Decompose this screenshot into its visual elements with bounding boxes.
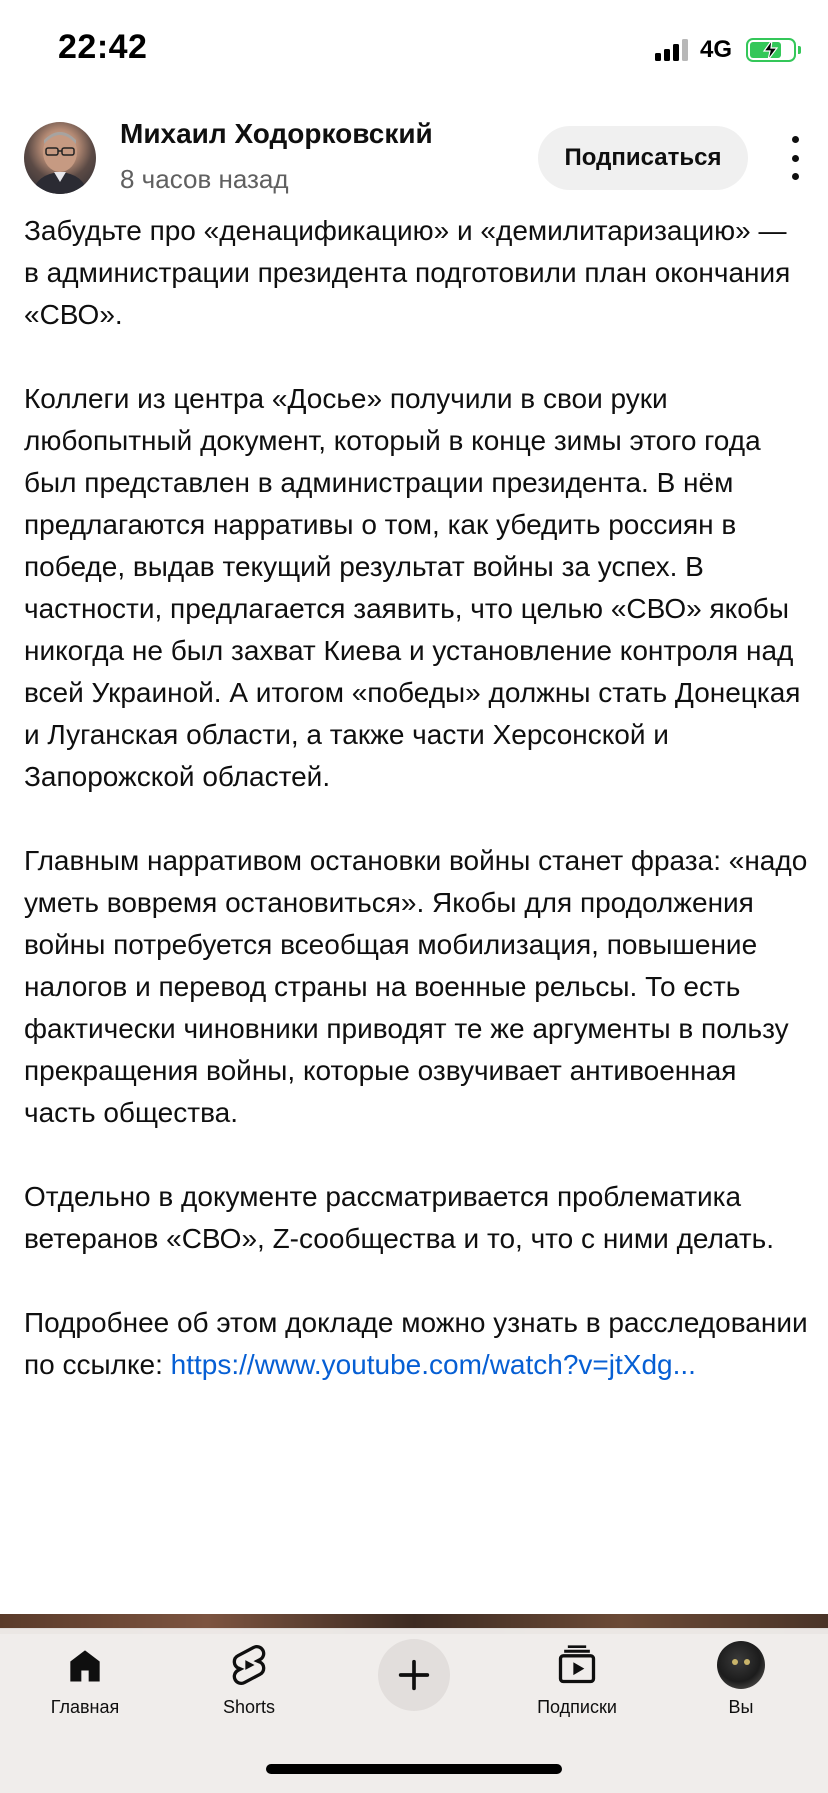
post-paragraph: Отдельно в документе рассматривается проблематика ветеранов «СВО», Z-сообщества и то, что с ними делать. [24,1181,775,1254]
status-bar [0,0,828,100]
subscriptions-icon [553,1641,601,1689]
nav-label: Подписки [537,1697,617,1717]
avatar [717,1641,765,1689]
battery-icon [746,38,796,62]
nav-label: Shorts [222,1697,276,1717]
post-paragraph-text: Подробнее об этом докладе можно узнать в расследовании по ссылке: [24,1307,808,1380]
plus-icon [394,1655,434,1695]
channel-avatar[interactable] [24,122,96,194]
nav-label: Главная [50,1697,120,1717]
shorts-icon [225,1641,273,1689]
author-name[interactable]: Михаил Ходорковский [120,118,433,149]
nav-label: Вы [728,1697,754,1717]
home-indicator[interactable] [266,1764,562,1774]
subscribe-button[interactable]: Подписаться [538,126,748,190]
nav-you[interactable] [666,1641,816,1718]
network-label: 4G [699,36,732,63]
nav-shorts[interactable] [174,1641,324,1718]
post-time: 8 часов назад [120,164,289,194]
status-indicators [655,36,796,64]
more-options-icon[interactable] [780,136,810,180]
post-paragraph: Коллеги из центра «Досье» получили в свои руки любопытный документ, который в конце зимы этого года был представлен в администрации президента. В нём предлагаются нарративы о том, как убедить россиян в победе, выдав текущий результат войны за успех. В частности, предлагается заявить, что целью «СВО» якобы никогда не был захват Киева и установление контроля над всей Украиной. А итогом «победы» должны стать Донецкая и Луганская области, а также части Херсонской и Запорожской областей. [24,383,801,792]
create-button[interactable] [378,1639,450,1711]
post-header [0,110,828,210]
home-icon [61,1641,109,1689]
nav-subscriptions[interactable] [502,1641,652,1718]
post-paragraph: Главным нарративом остановки войны станет фраза: «надо уметь вовремя остановиться». Якобы для продолжения войны потребуется всеобщая мобилизация, повышение налогов и перевод страны на военные рельсы. То есть фактически чиновники приводят те же аргументы в пользу прекращения войны, которые озвучивает антивоенная часть общества. [24,845,808,1128]
post-link[interactable]: https://www.youtube.com/watch?v=jtXdg... [170,1349,696,1380]
status-time: 22:42 [58,28,148,66]
post-body [24,210,809,1386]
signal-icon [655,39,688,61]
nav-home[interactable] [10,1641,160,1718]
post-paragraph: Забудьте про «денацификацию» и «демилитаризацию» — в администрации президента подготовили план окончания «СВО». [24,215,791,330]
post-paragraph [24,1302,809,1386]
